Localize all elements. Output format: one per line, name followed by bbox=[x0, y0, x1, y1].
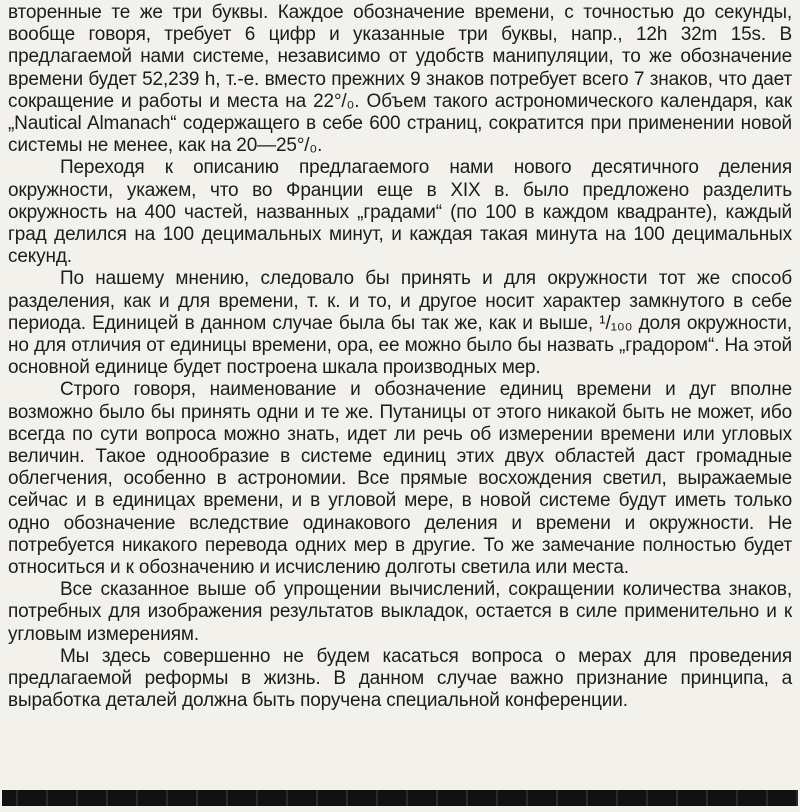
paragraph-3: По нашему мнению, следовало бы принять и для окружности тот же способ разделения, как и для времени, т. к. и то, и другое носит характер замкнутого в себе периода. Единицей в данном случае была бы так же, как и выше, ¹/₁₀₀ доля окружности, но для отличия от единицы времени, ора, ее можно было бы назвать „градором“. На этой основной единице будет построена шкала производных мер. bbox=[8, 268, 792, 379]
paragraph-4: Строго говоря, наименование и обозначение единиц времени и дуг вполне возможно было бы принять одни и те же. Путаницы от этого никакой быть не может, ибо всегда по сути вопроса можно знать, идет ли речь об измерении времени или угловых величин. Такое однообразие в системе единиц этих двух областей даст громадные облегчения, особенно в астрономии. Все прямые восхождения светил, выражаемые сейчас и в единицах времени, и в угловой мере, в новой системе будут иметь только одно обозначение вследствие одинакового деления и времени и окружности. Не потребуется никакого перевода одних мер в другие. То же замечание полностью будет относиться и к обозначению и исчислению долготы светила или места. bbox=[8, 379, 792, 579]
paragraph-6: Мы здесь совершенно не будем касаться вопроса о мерах для проведения предлагаемой реформы в жизнь. В данном случае важно признание принципа, а выработка деталей должна быть поручена специальной конференции. bbox=[8, 645, 792, 712]
paragraph-2: Переходя к описанию предлагаемого нами нового десятичного деления окружности, укажем, что во Франции еще в XIX в. было предложено разделить окружность на 400 частей, названных „градами“ (по 100 в каждом квадранте), каждый град делился на 100 децимальных минут, и каждая такая минута на 100 децимальных секунд. bbox=[8, 157, 792, 268]
paragraph-1: вторенные те же три буквы. Каждое обозначение времени, с точностью до секунды, вообще говоря, требует 6 цифр и указанные три буквы, напр., 12h 32m 15s. В предлагаемой нами системе, независимо от удобств манипуляции, то же обозначение времени будет 52,239 h, т.-е. вместо прежних 9 знаков потребует всего 7 знаков, что дает сокращение и работы и места на 22°/₀. Объем такого астрономического календаря, как „Nautical Almanach“ содержащего в себе 600 страниц, сократится при применении новой системы не менее, как на 20—25°/₀. bbox=[8, 2, 792, 157]
document-page bbox=[8, 2, 792, 713]
decorative-footer-rule bbox=[2, 790, 798, 806]
paragraph-5: Все сказанное выше об упрощении вычислений, сокращении количества знаков, потребных для изображения результатов выкладок, остается в силе применительно и к угловым измерениям. bbox=[8, 579, 792, 645]
